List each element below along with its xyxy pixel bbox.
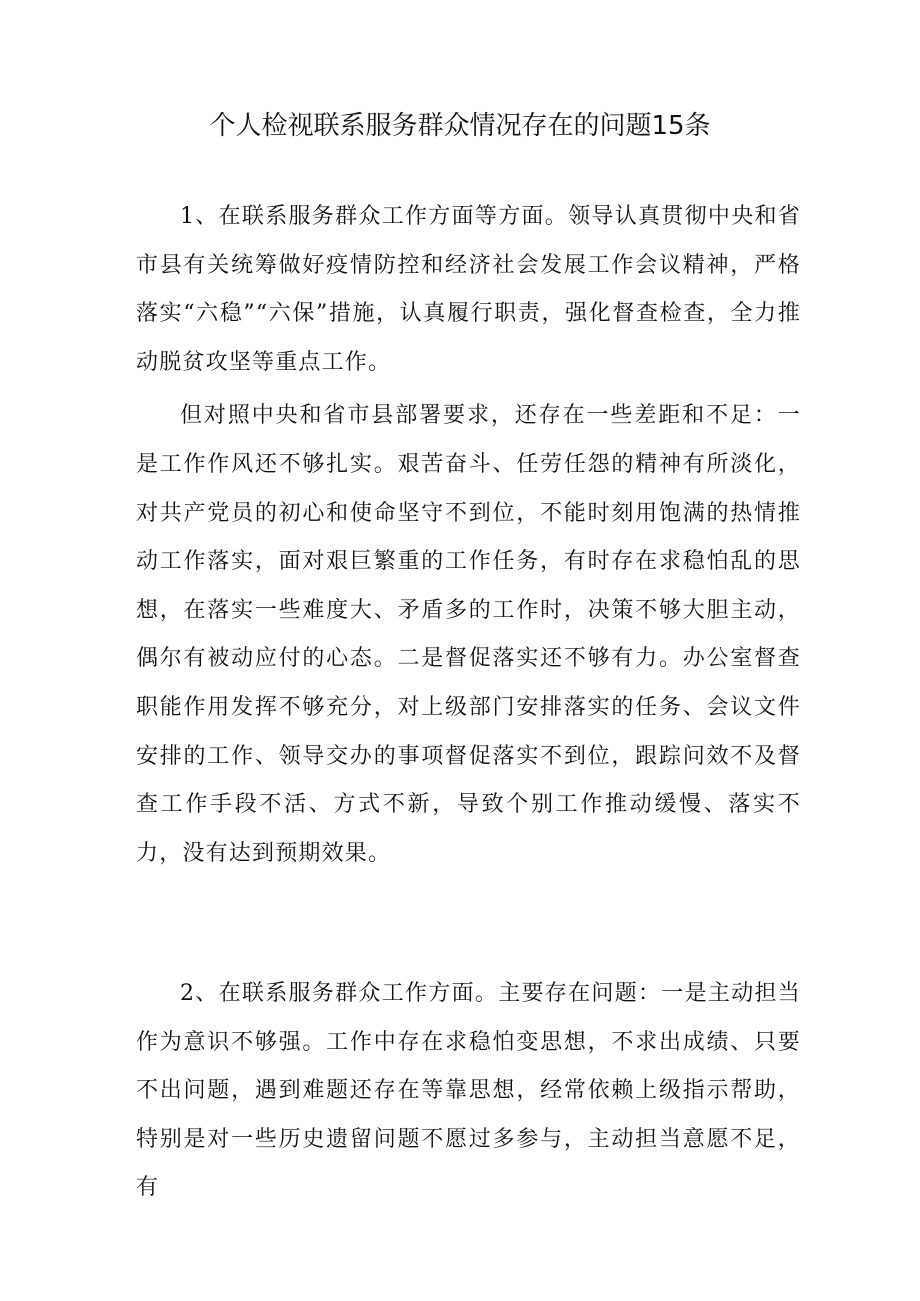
section-1-paragraph-2: 但对照中央和省市县部署要求，还存在一些差距和不足：一是工作作风还不够扎实。艰苦奋斗、任劳任怨的精神有所淡化，对共产党员的初心和使命坚守不到位，不能时刻用饱满的热情推动工作落实，面对艰巨繁重的工作任务，有时存在求稳怕乱的思想，在落实一些难度大、矛盾多的工作时，决策不够大胆主动，偶尔有被动应付的心态。二是督促落实还不够有力。办公室督查职能作用发挥不够充分，对上级部门安排落实的任务、会议文件安排的工作、领导交办的事项督促落实不到位，跟踪问效不及督查工作手段不活、方式不新，导致个别工作推动缓慢、落实不力，没有达到预期效果。: [136, 403, 801, 866]
section-1-paragraph-1: 1、在联系服务群众工作方面等方面。领导认真贯彻中央和省市县有关统筹做好疫情防控和经济社会发展工作会议精神，严格落实“六稳”“六保”措施，认真履行职责，强化督查检查，全力推动脱贫攻坚等重点工作。: [136, 204, 801, 375]
section-1: [136, 193, 801, 878]
document-title: 个人检视联系服务群众情况存在的问题15条: [209, 111, 711, 141]
section-2: [136, 970, 801, 1213]
section-2-paragraph-1: 2、在联系服务群众工作方面。主要存在问题：一是主动担当作为意识不够强。工作中存在求稳怕变思想，不求出成绩、只要不出问题，遇到难题还存在等靠思想，经常依赖上级指示帮助，特别是对一些历史遗留问题不愿过多参与，主动担当意愿不足，有: [136, 981, 801, 1201]
